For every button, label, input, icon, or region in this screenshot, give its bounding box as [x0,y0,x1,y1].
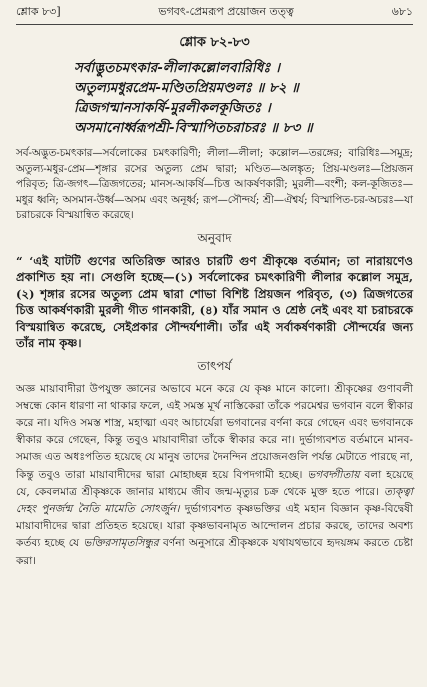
purport-part-2: বলা হয়েছে যে, কেবলমাত্র শ্রীকৃষ্ণকে জানার মাধ্যমে জীব জন্ম-মৃত্যুর চক্র থেকে মুক্ত হতে পারে। [16,468,413,498]
header-page-number: ৬৮১ [391,5,413,18]
purport-part-1: অজ্ঞ মায়াবাদীরা উপযুক্ত জ্ঞানের অভাবে মনে করে যে কৃষ্ণ মানে কালো। শ্রীকৃষ্ণের গুণাবলী সম্বন্ধে কোন ধারণা না থাকার ফলে, এই সমস্ত মূর্খ নাস্তিকেরা তাঁকে পরমেশ্বর ভগবান বলে স্বীকার করে না। যদিও সমস্ত শাস্ত্র, মহাত্মা এবং আচার্যেরা ভগবানের বর্ণনা করে গেছেন এবং ভগবানকে স্বীকার করে গেছেন, কিন্তু তবুও মায়াবাদীরা তাঁকে স্বীকার করে না। দুর্ভাগ্যবশত বর্তমানে মানব-সমাজ এত অধঃপতিত হয়েছে যে মানুষ তাদের দৈনন্দিন প্রয়োজনগুলি পর্যন্ত মেটাতে পারছে না, কিন্তু তবুও তারা মায়াবাদীদের দ্বারা মোহাচ্ছন্ন হয়ে বিপদগামী হচ্ছে। [16,382,413,481]
word-meanings: সর্ব-অদ্ভুত-চমৎকার—সর্বলোকের চমৎকারিণী; লীলা—লীলা; কল্লোল—তরঙ্গের; বারিধিঃ—সমুদ্র; অতুল্য-মধুর-প্রেম—শৃঙ্গার রসের অতুল্য প্রেম দ্বারা; মণ্ডিত—অলঙ্কৃত; প্রিয়-মণ্ডলঃ—প্রিয়জন পরিবৃত; ত্রি-জগৎ—ত্রিজগতের; মানস-আকর্ষি—চিত্ত আকর্ষণকারী; মুরলী—বংশী; কল-কূজিতঃ—মধুর ধ্বনি; অসমান-উর্ধ্ব—অসম এবং অনূর্ধ্ব; রূপ—সৌন্দর্য; শ্রী—ঐশ্বর্য; বিস্মাপিত-চর-অচরঃ—যা চরাচরকে বিস্ময়ান্বিত করেছে। [16,147,413,221]
purport-title: তাৎপর্য [197,358,232,373]
verse-heading: শ্লোক ৮২-৮৩ [179,35,250,50]
purport-part-3: দুর্ভাগ্যবশত কৃষ্ণভক্তির এই মহান বিজ্ঞান কৃষ্ণ-বিদ্বেষী মায়াবাদীদের দ্বারা প্রতিহত হয়েছে। যারা কৃষ্ণভাবনামৃত আন্দোলন প্রচার করছে, তাদের অবশ্য কর্তব্য হচ্ছে যে [16,502,413,550]
verse-line-3: ত্রিজগন্মানসাকর্ষি-মুরলীকলকূজিতঃ । [74,100,271,116]
verse-line-4: অসমানোর্ধ্বরূপশ্রী-বিস্মাপিতচরাচরঃ ॥ ৮৩ ॥ [74,120,313,136]
purport-italic-quote: ত্যক্ত্বা দেহং পুনর্জন্ম নৈতি মামেতি সোঽর্জুন। [16,485,413,515]
purport-part-4: বর্ণনা অনুসারে শ্রীকৃষ্ণকে যথাযথভাবে হৃদয়ঙ্গম করতে চেষ্টা করা। [16,537,413,567]
translation-title: অনুবাদ [197,230,232,245]
purport-text [16,381,413,570]
purport-italic-brs: ভক্তিরসামৃতসিন্ধুর [83,537,159,550]
translation-text: “ ‘এই যাটটি গুণের অতিরিক্ত আরও চারটি গুণ শ্রীকৃষ্ণে বর্তমান; তা নারায়ণেও প্রকাশিত হয় না। সেগুলি হচ্ছে—(১) সর্বলোকের চমৎকারিণী লীলার কল্লোল সমুদ্র, (২) শৃঙ্গার রসের অতুল্য প্রেম দ্বারা শোভা বিশিষ্ট প্রিয়জন পরিবৃত, (৩) ত্রিজগতের চিত্ত আকর্ষণকারী মুরলী গীত গানকারী, (৪) যাঁর সমান ও শ্রেষ্ঠ নেই এবং যা চরাচরকে বিস্ময়ান্বিত করেছে, সেইপ্রকার সৌন্দর্যশালী। তাঁর এই সর্বাকর্ষণকারী সৌন্দর্যের জন্য তাঁর নাম কৃষ্ণ। [16,253,413,350]
header-verse-ref: শ্লোক ৮৩] [16,5,61,18]
header-rule [16,24,413,25]
running-header [16,6,413,22]
verse-line-2: অতুল্যমধুরপ্রেম-মণ্ডিতপ্রিয়মণ্ডলঃ ॥ ৮২ ॥ [74,80,299,96]
verse-text [16,58,413,138]
purport-italic-gita: ভগবদ্গীতায় [307,468,360,481]
header-chapter-title: ভগবৎ-প্রেমরূপ প্রয়োজন তত্ত্ব [158,5,294,18]
verse-line-1: সর্বাদ্ভুতচমৎকার-লীলাকল্লোলবারিধিঃ । [74,60,281,76]
